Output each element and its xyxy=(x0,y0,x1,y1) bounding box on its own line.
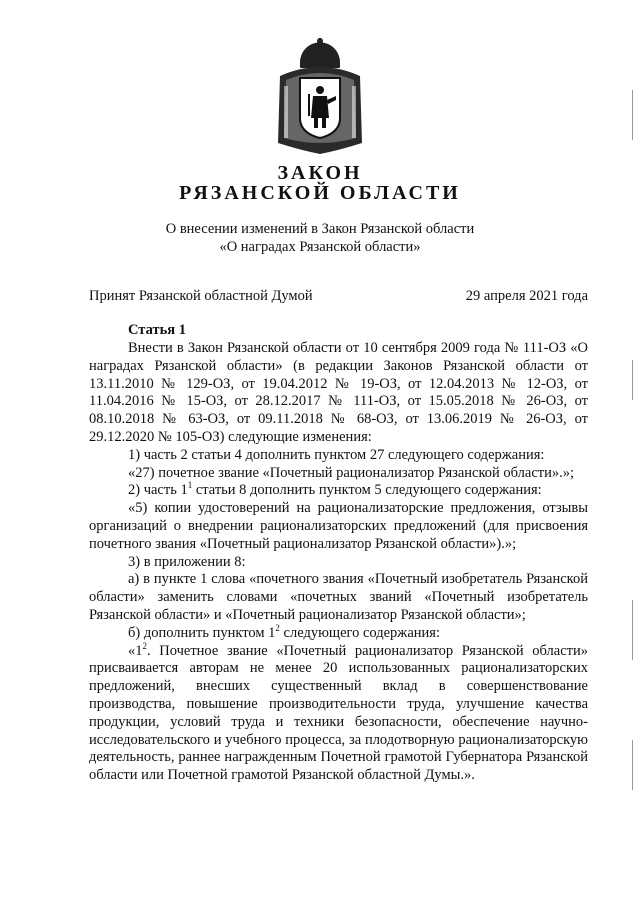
article-paragraph: 3) в приложении 8: xyxy=(128,553,246,570)
article-body xyxy=(89,340,588,785)
article-heading: Статья 1 xyxy=(128,322,186,338)
margin-marks xyxy=(628,60,638,820)
article-paragraph: Внести в Закон Рязанской области от 10 сентября 2009 года № 111-ОЗ «О наградах Рязанской области» (в редакции Законов Рязанской области от 13.11.2010 № 129-ОЗ, от 19.04.2012 № 19-ОЗ, от 12.04.2013 № 12-ОЗ, от 11.04.2016 № 15-ОЗ, от 28.12.2017 № 111-ОЗ, от 15.05.2018 № 26-ОЗ, от 08.10.2018 № 63-ОЗ, от 09.11.2018 № 68-ОЗ, от 13.06.2019 № 26-ОЗ, от 29.12.2020 № 105-ОЗ) следующие изменения: xyxy=(89,340,588,445)
article-paragraph: б) дополнить пунктом $1^2$ следующего содержания: xyxy=(128,622,440,641)
article-paragraph: «5) копии удостоверений на рационализаторские предложения, отзывы организаций о внедрении рационализаторских предложений (для присвоения почетного звания «Почетный рационализатор Рязанской области»).»; xyxy=(89,500,588,552)
law-title: ЗАКОН xyxy=(277,162,363,184)
article-paragraph: «$1^2$. Почетное звание «Почетный рационализатор Рязанской области» присваивается авторам не менее 20 использованных рационализаторских предложений, внесших существенный вклад в совершенствование производства, повышение производительности труда, улучшение качества продукции, условий труда и техники безопасности, обеспечение научно-исследовательского и учебного процесса, за плодотворную рационализаторскую деятельность, раннее награжденным Почетной грамотой Губернатора Рязанской области или Почетной грамотой Рязанской областной Думы.». xyxy=(89,640,588,784)
law-subject-line-2: «О наградах Рязанской области» xyxy=(219,239,421,255)
article-paragraph: 2) часть $1^1$ статьи 8 дополнить пунктом 5 следующего содержания: xyxy=(128,480,542,499)
article-paragraph: 1) часть 2 статьи 4 дополнить пунктом 27 следующего содержания: xyxy=(128,446,545,463)
adopting-body: Принят Рязанской областной Думой xyxy=(89,288,313,304)
coat-of-arms-emblem xyxy=(270,38,370,156)
adoption-line xyxy=(89,288,588,305)
article-paragraph: «27) почетное звание «Почетный рационализатор Рязанской области».»; xyxy=(128,464,575,481)
law-subject xyxy=(0,220,640,256)
adoption-date: 29 апреля 2021 года xyxy=(465,288,588,304)
law-subject-line-1: О внесении изменений в Закон Рязанской области xyxy=(165,221,475,237)
region-title: РЯЗАНСКОЙ ОБЛАСТИ xyxy=(179,182,461,204)
article-paragraph: а) в пункте 1 слова «почетного звания «Почетный изобретатель Рязанской области» заменить словами «почетных званий «Почетный изобретатель Рязанской области» и «Почетный рационализатор Рязанской области»; xyxy=(89,571,588,623)
